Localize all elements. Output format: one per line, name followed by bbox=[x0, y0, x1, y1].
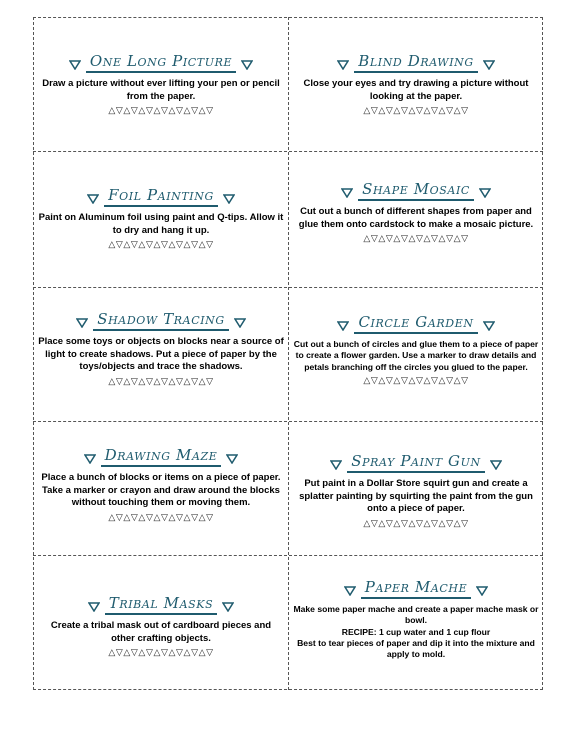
card-foil-painting bbox=[34, 186, 288, 250]
card-body: Create a tribal mask out of cardboard pieces and other crafting objects. bbox=[50, 620, 272, 644]
triangle-border: △▽△▽△▽△▽△▽△▽△▽ bbox=[108, 239, 214, 249]
card-title: One Long Picture bbox=[86, 52, 236, 73]
triangle-down-icon bbox=[479, 188, 491, 198]
triangle-down-icon bbox=[483, 321, 495, 331]
triangle-down-icon bbox=[222, 602, 234, 612]
triangle-down-icon bbox=[483, 60, 495, 70]
card-title: Drawing Maze bbox=[101, 446, 222, 467]
card-body: Paint on Aluminum foil using paint and Q-tips. Allow it to dry and hang it up. bbox=[38, 212, 284, 236]
card-body-line: Make some paper mache and create a paper mache mask or bowl. bbox=[293, 604, 539, 626]
triangle-down-icon bbox=[223, 194, 235, 204]
card-paper-mache bbox=[289, 578, 543, 660]
triangle-down-icon bbox=[69, 60, 81, 70]
triangle-down-icon bbox=[84, 454, 96, 464]
card-blind-drawing bbox=[289, 52, 543, 116]
triangle-border: △▽△▽△▽△▽△▽△▽△▽ bbox=[108, 511, 214, 522]
cut-line bbox=[33, 421, 543, 422]
card-title: Paper Mache bbox=[361, 578, 471, 599]
card-title: Shadow Tracing bbox=[93, 310, 229, 331]
card-body: Place a bunch of blocks or items on a piece of paper. Take a marker or crayon and draw around the blocks without touching them or moving them. bbox=[41, 472, 281, 508]
card-title: Foil Painting bbox=[104, 186, 218, 207]
card-title: Spray Paint Gun bbox=[347, 452, 484, 473]
triangle-down-icon bbox=[337, 321, 349, 331]
card-shadow-tracing bbox=[34, 310, 288, 387]
triangle-down-icon bbox=[226, 454, 238, 464]
triangle-border: △▽△▽△▽△▽△▽△▽△▽ bbox=[108, 647, 214, 657]
triangle-border: △▽△▽△▽△▽△▽△▽△▽ bbox=[108, 105, 214, 115]
triangle-border: △▽△▽△▽△▽△▽△▽△▽ bbox=[363, 374, 469, 385]
card-body: Cut out a bunch of different shapes from paper and glue them onto cardstock to make a mosaic picture. bbox=[298, 206, 534, 230]
triangle-down-icon bbox=[241, 60, 253, 70]
card-body: Cut out a bunch of circles and glue them to a piece of paper to create a flower garden. Use a marker to draw details and petals branching off the circles you glued to the paper. bbox=[293, 339, 539, 372]
triangle-down-icon bbox=[344, 586, 356, 596]
card-body: Draw a picture without ever lifting your pen or pencil from the paper. bbox=[42, 78, 280, 102]
triangle-down-icon bbox=[337, 60, 349, 70]
card-body-line: RECIPE: 1 cup water and 1 cup flour bbox=[341, 626, 491, 637]
triangle-down-icon bbox=[87, 194, 99, 204]
card-title: Shape Mosaic bbox=[358, 180, 474, 201]
card-circle-garden bbox=[289, 313, 543, 386]
cut-line bbox=[33, 287, 543, 288]
card-title: Tribal Masks bbox=[105, 594, 218, 615]
card-body: Place some toys or objects on blocks near a source of light to create shadows. Put a piece of paper by the toys/objects and trace the shadows. bbox=[38, 336, 284, 372]
triangle-border: △▽△▽△▽△▽△▽△▽△▽ bbox=[108, 375, 214, 386]
card-one-long-picture bbox=[34, 52, 288, 116]
triangle-down-icon bbox=[341, 188, 353, 198]
card-tribal-masks bbox=[34, 594, 288, 658]
card-body: Put paint in a Dollar Store squirt gun and create a splatter painting by squirting the paint from the gun onto a piece of paper. bbox=[299, 478, 533, 514]
cut-line bbox=[33, 555, 543, 556]
card-body: Close your eyes and try drawing a picture without looking at the paper. bbox=[303, 78, 529, 102]
cut-line bbox=[33, 151, 543, 152]
triangle-down-icon bbox=[88, 602, 100, 612]
card-shape-mosaic bbox=[289, 180, 543, 244]
triangle-border: △▽△▽△▽△▽△▽△▽△▽ bbox=[363, 233, 469, 243]
triangle-down-icon bbox=[330, 460, 342, 470]
card-body-line: Best to tear pieces of paper and dip it into the mixture and apply to mold. bbox=[297, 637, 535, 660]
card-title: Circle Garden bbox=[354, 313, 477, 334]
triangle-down-icon bbox=[234, 318, 246, 328]
triangle-border: △▽△▽△▽△▽△▽△▽△▽ bbox=[363, 105, 469, 115]
triangle-down-icon bbox=[76, 318, 88, 328]
card-title: Blind Drawing bbox=[354, 52, 478, 73]
triangle-border: △▽△▽△▽△▽△▽△▽△▽ bbox=[363, 517, 469, 528]
triangle-down-icon bbox=[490, 460, 502, 470]
card-spray-paint-gun bbox=[289, 452, 543, 529]
triangle-down-icon bbox=[476, 586, 488, 596]
card-drawing-maze bbox=[34, 446, 288, 523]
